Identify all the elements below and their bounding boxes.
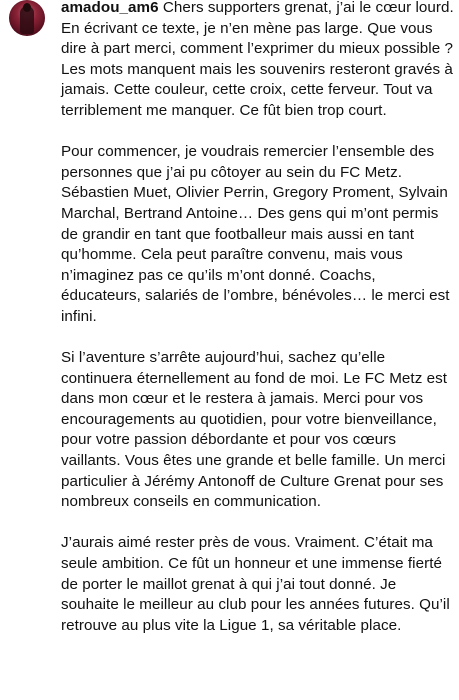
avatar[interactable] — [9, 0, 45, 36]
caption-paragraph: J’aurais aimé rester près de vous. Vraiment. C’était ma seule ambition. Ce fût un honneur et une immense fierté de porter le maillot grenat à qui j’ai tout donné. Je souhaite le meilleur au club pour les années futures. Qu’il retrouve au plus vite la Ligue 1, sa véritable place. — [61, 534, 450, 634]
caption-paragraph: Si l’aventure s’arrête aujourd’hui, sachez qu’elle continuera éternellement au fond de moi. Le FC Metz est dans mon cœur et le restera à jamais. Merci pour vos encouragements au quotidien, pour votre bienveillance, pour votre passion débordante et pour vos cœurs vaillants. Vous êtes une grande et belle famille. Un merci particulier à Jérémy Antonoff de Culture Grenat pour ses nombreux conseils en communication. — [61, 349, 448, 511]
caption-paragraph: En écrivant ce texte, je n’en mène pas large. Que vous dire à part merci, comment l’exprimer du mieux possible ? Les mots manquent mais les souvenirs resteront gravés à jamais. Cette couleur, cette croix, cette ferveur. Tout va terriblement me manquer. Ce fût bien trop court. — [61, 19, 453, 119]
caption-text — [61, 0, 455, 636]
caption-paragraph: Pour commencer, je voudrais remercier l’ensemble des personnes que j’ai pu côtoyer au sein du FC Metz. Sébastien Muet, Olivier Perrin, Gregory Proment, Sylvain Marchal, Bertrand Antoine… Des gens qui m’ont permis de grandir en tant que footballeur mais aussi en tant qu’homme. Cela peut paraître convenu, mais vous n’imaginez pas ce qu’ils m’ont donné. Coachs, éducateurs, salariés de l’ombre, bénévoles… le merci est infini. — [61, 143, 450, 325]
caption-intro: Chers supporters grenat, j’ai le cœur lourd. — [162, 0, 454, 16]
username-link[interactable]: amadou_am6 — [61, 0, 159, 16]
caption-first-line — [61, 0, 455, 19]
avatar-head — [23, 3, 31, 12]
